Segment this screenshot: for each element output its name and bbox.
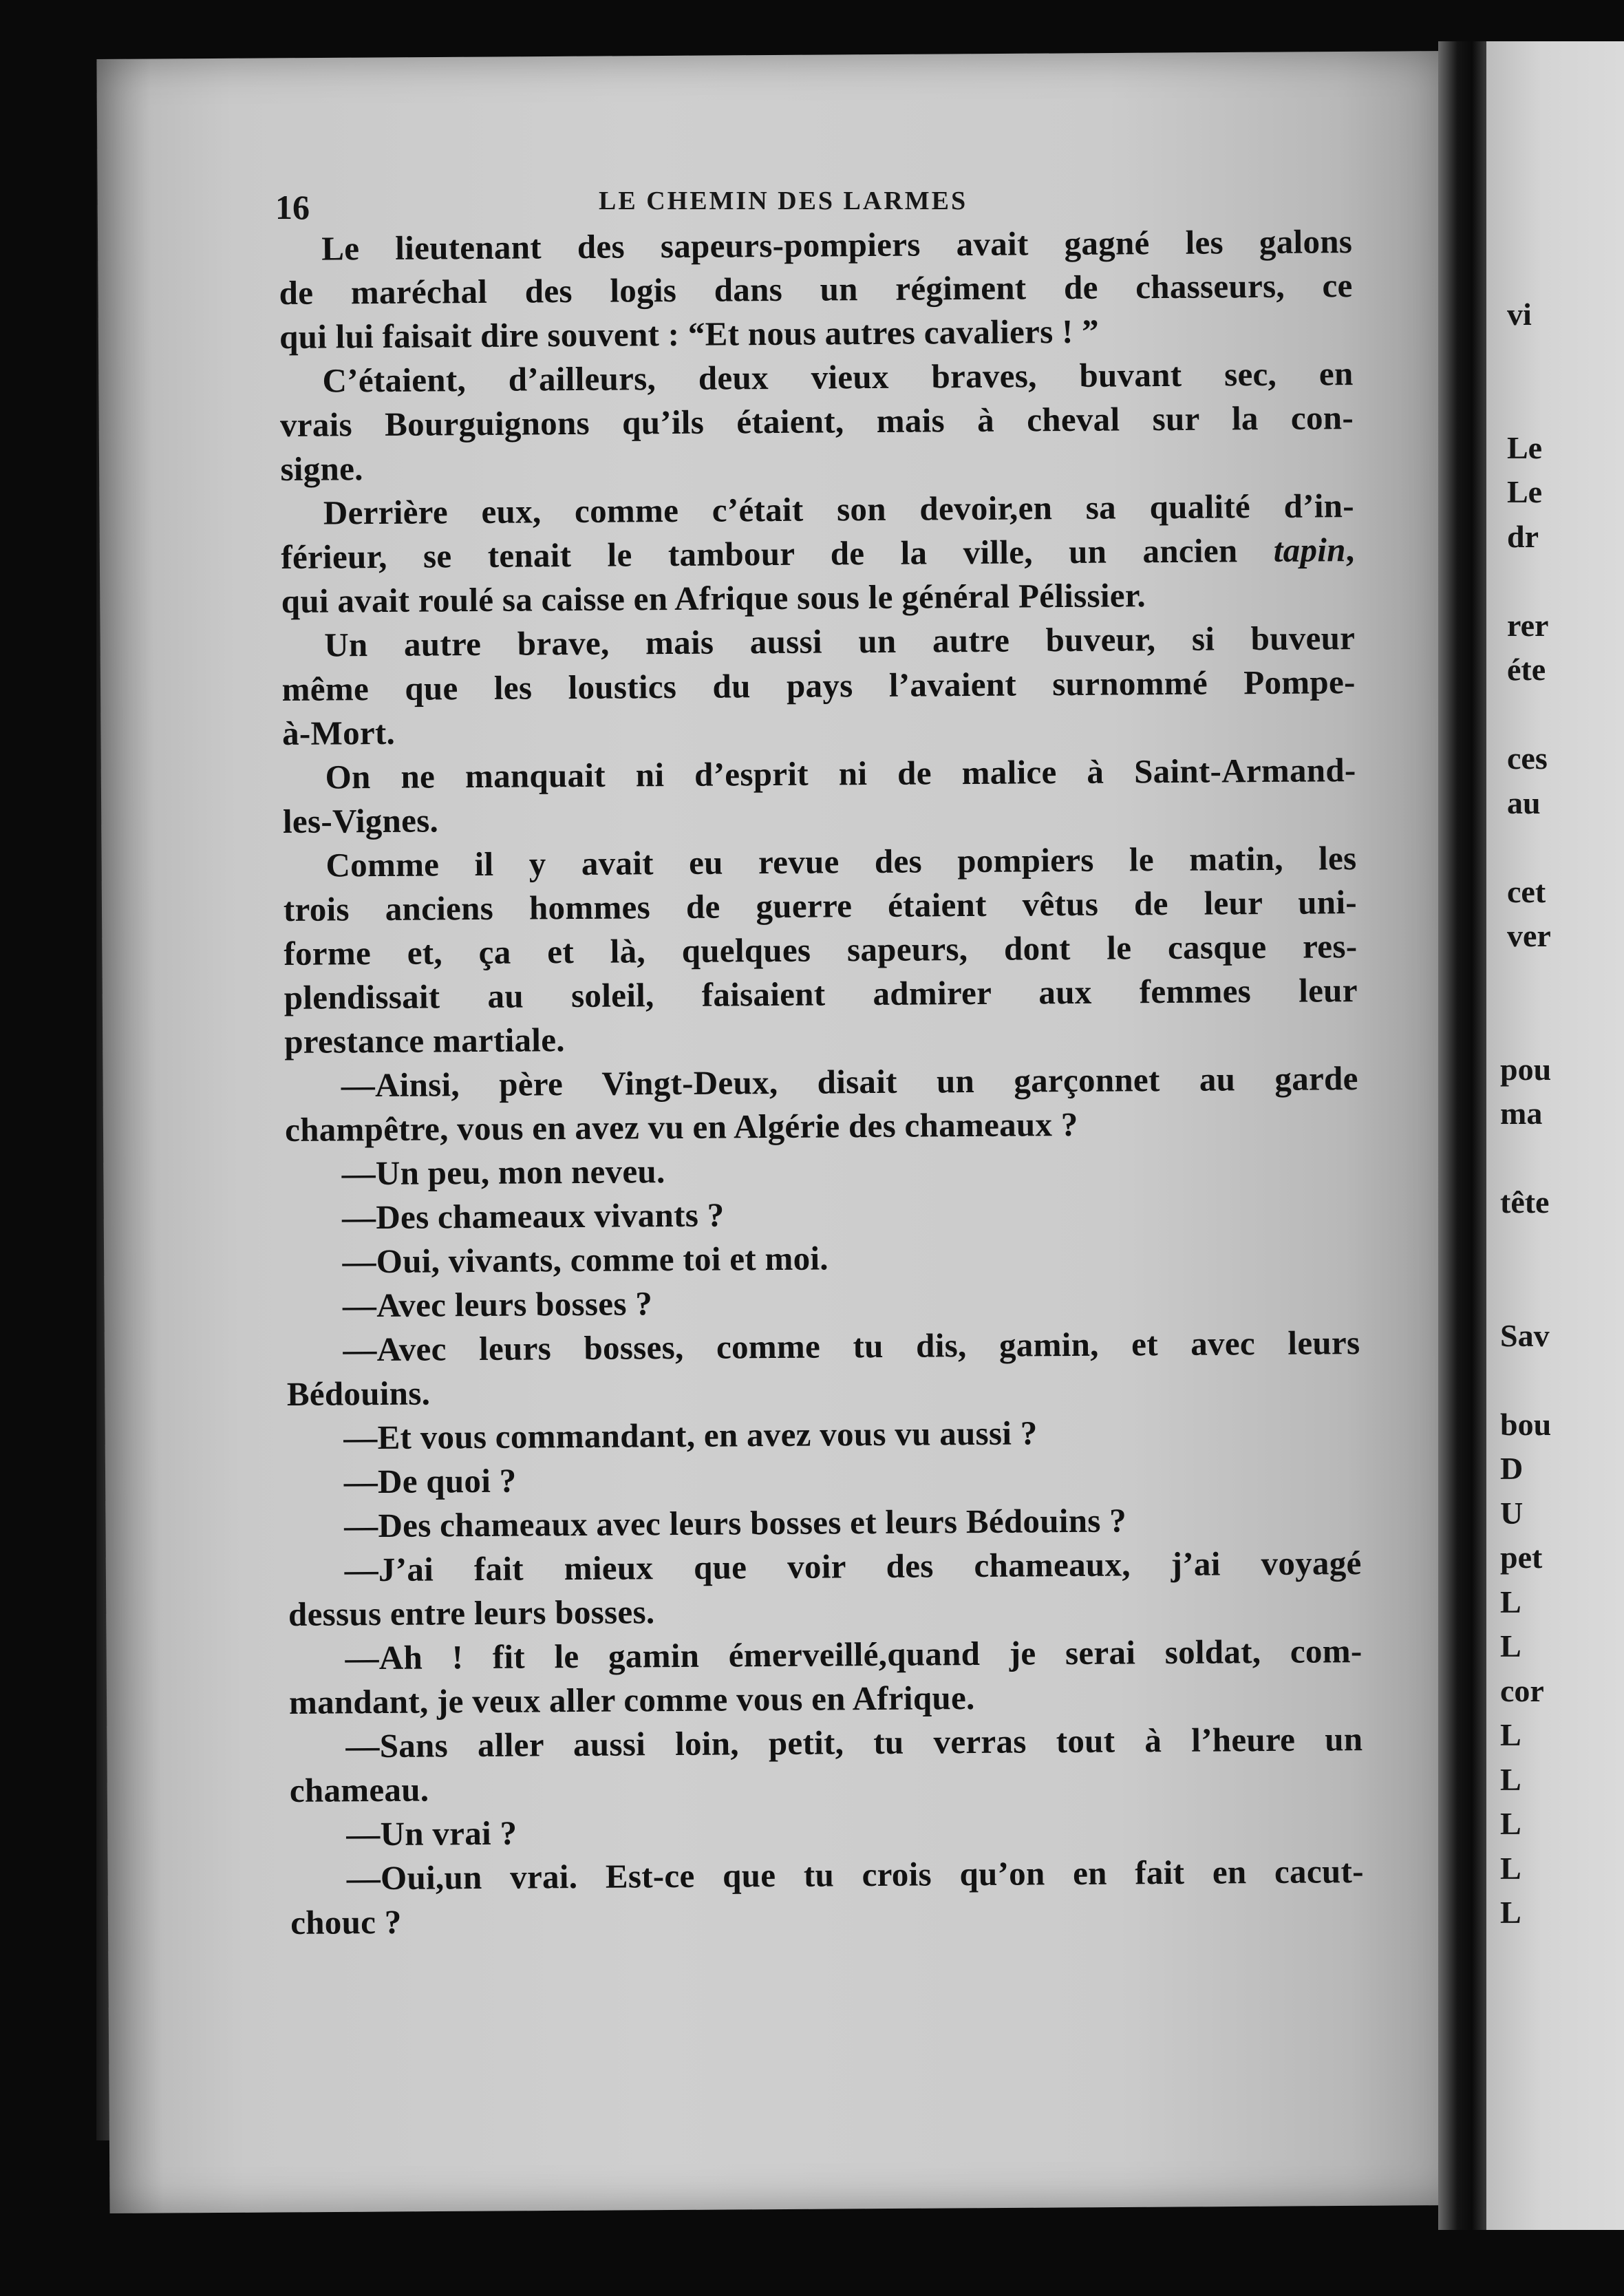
text-line: à-Mort.	[281, 713, 396, 752]
right-page-fragment: vi	[1507, 297, 1532, 332]
right-page-fragment: U	[1500, 1495, 1524, 1531]
text-line: —Un vrai ?	[346, 1814, 517, 1853]
text-line: —Ah ! fit le gamin émerveillé,quand je serai soldat, com-	[345, 1632, 1363, 1677]
text-line: forme et, ça et là, quelques sapeurs, dont le casque res-	[284, 927, 1358, 972]
text-line: mandant, je veux aller comme vous en Afrique.	[288, 1678, 975, 1721]
right-page-fragment: L	[1500, 1895, 1521, 1930]
right-page-fragment: Le	[1507, 474, 1543, 509]
text-line: Le lieutenant des sapeurs-pompiers avait gagné les galons	[321, 222, 1353, 268]
text-line: Un autre brave, mais aussi un autre buveur, si buveur	[324, 619, 1356, 664]
text-line: de maréchal des logis dans un régiment de chasseurs, ce	[279, 266, 1353, 312]
right-page-fragment: ver	[1507, 918, 1551, 953]
right-page-fragment: L	[1500, 1761, 1521, 1797]
body-text	[279, 220, 1364, 1945]
text-line: vrais Bourguignons qu’ils étaient, mais à cheval sur la con-	[279, 398, 1354, 444]
right-page-fragment: ces	[1507, 741, 1548, 776]
text-line: férieur, se tenait le tambour de la ville, un ancien tapin,	[281, 531, 1355, 576]
right-page-fragment: Sav	[1500, 1317, 1550, 1353]
text-line: chouc ?	[290, 1902, 402, 1942]
text-line: —Des chameaux avec leurs bosses et leurs Bédouins ?	[343, 1501, 1127, 1545]
text-line: Bédouins.	[286, 1374, 431, 1413]
text-line: —Un peu, mon neveu.	[341, 1152, 665, 1193]
text-line: Comme il y avait eu revue des pompiers le matin, les	[325, 839, 1357, 884]
book-gutter	[1438, 41, 1486, 2230]
right-page-fragment: rer	[1507, 607, 1549, 643]
text-line: qui lui faisait dire souvent : “Et nous autres cavaliers ! ”	[279, 312, 1100, 356]
text-line: —Avec leurs bosses ?	[342, 1284, 653, 1325]
text-line: —Et vous commandant, en avez vous vu aussi ?	[343, 1414, 1038, 1457]
text-line: —Des chameaux vivants ?	[341, 1195, 725, 1237]
right-page-fragment: L	[1500, 1717, 1521, 1752]
page-number: 16	[275, 188, 310, 226]
right-page-fragment: bou	[1500, 1406, 1552, 1442]
text-line: champêtre, vous en avez vu en Algérie des chameaux ?	[284, 1105, 1078, 1149]
text-line: trois anciens hommes de guerre étaient vêtus de leur uni-	[283, 883, 1358, 928]
text-line: qui avait roulé sa caisse en Afrique sous le général Pélissier.	[281, 576, 1146, 620]
right-page-fragment: dr	[1507, 518, 1539, 554]
right-page-fragment: cor	[1500, 1672, 1544, 1708]
right-page-fragment: cet	[1507, 873, 1546, 909]
text-line: chameau.	[289, 1770, 429, 1809]
text-line: —Ainsi, père Vingt-Deux, disait un garçonnet au garde	[341, 1059, 1358, 1105]
text-line: prestance martiale.	[284, 1021, 566, 1061]
right-page-fragment: L	[1500, 1628, 1521, 1663]
text-line: —J’ai fait mieux que voir des chameaux, j’ai voyagé	[344, 1544, 1362, 1589]
right-page-fragment: L	[1500, 1806, 1521, 1841]
right-page-fragment: D	[1500, 1451, 1524, 1486]
right-page-fragment: ma	[1500, 1096, 1543, 1131]
right-page-fragment: pet	[1500, 1540, 1543, 1575]
right-page-fragment: éte	[1507, 652, 1546, 687]
text-line: dessus entre leurs bosses.	[288, 1593, 655, 1633]
right-page-fragment: Le	[1507, 429, 1543, 465]
right-page-fragment: tête	[1500, 1184, 1550, 1220]
text-line: —Avec leurs bosses, comme tu dis, gamin, et avec leurs	[343, 1324, 1360, 1369]
text-line: —De quoi ?	[343, 1461, 517, 1501]
text-line: les-Vignes.	[282, 801, 439, 840]
right-page-fragment: L	[1500, 1584, 1521, 1619]
right-page-fragment: pou	[1500, 1051, 1552, 1087]
right-page-fragment: au	[1507, 785, 1541, 820]
text-line: plendissait au soleil, faisaient admirer aux femmes leur	[284, 971, 1358, 1017]
right-page-fragment: L	[1500, 1850, 1521, 1886]
text-line: On ne manquait ni d’esprit ni de malice à Saint-Armand-	[325, 751, 1356, 796]
text-line: signe.	[280, 449, 363, 488]
text-line: —Sans aller aussi loin, petit, tu verras tout à l’heure un	[345, 1720, 1363, 1765]
right-page-partial	[1486, 41, 1624, 2230]
running-head: LE CHEMIN DES LARMES	[599, 187, 968, 215]
text-line: —Oui,un vrai. Est-ce que tu crois qu’on en fait en cacut-	[346, 1852, 1364, 1898]
text-line: Derrière eux, comme c’était son devoir,en sa qualité d’in-	[323, 487, 1355, 532]
text-line: C’étaient, d’ailleurs, deux vieux braves, buvant sec, en	[322, 354, 1354, 400]
text-line: —Oui, vivants, comme toi et moi.	[342, 1239, 829, 1281]
text-line: même que les loustics du pays l’avaient surnommé Pompe-	[281, 663, 1356, 708]
